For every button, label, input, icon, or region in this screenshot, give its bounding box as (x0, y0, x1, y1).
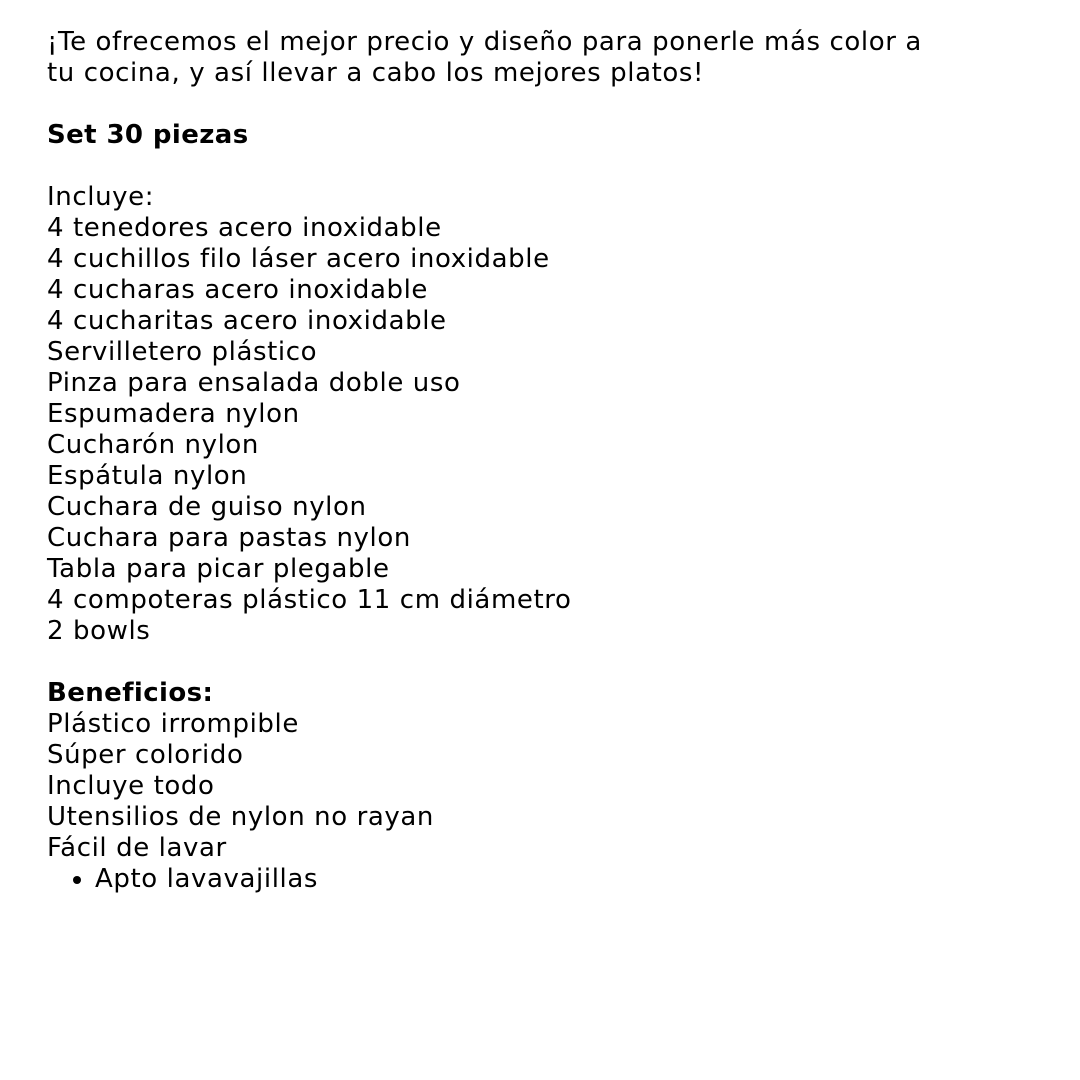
spacer (47, 89, 1037, 120)
includes-item: Espátula nylon (47, 461, 248, 491)
includes-item: 4 cuchillos filo láser acero inoxidable (47, 244, 550, 274)
intro-line-1: ¡Te ofrecemos el mejor precio y diseño para ponerle más color a (47, 27, 922, 57)
benefits-heading: Beneficios: (47, 678, 214, 708)
benefit-bullet-text: Apto lavavajillas (95, 864, 319, 894)
includes-item: Espumadera nylon (47, 399, 300, 429)
benefit-item: Plástico irrompible (47, 709, 299, 739)
includes-item: Pinza para ensalada doble uso (47, 368, 461, 398)
includes-item: 2 bowls (47, 616, 151, 646)
set-title: Set 30 piezas (47, 120, 249, 150)
includes-item: 4 compoteras plástico 11 cm diámetro (47, 585, 572, 615)
list-item (95, 864, 1037, 895)
includes-item: Tabla para picar plegable (47, 554, 390, 584)
benefit-item: Utensilios de nylon no rayan (47, 802, 435, 832)
spacer (47, 647, 1037, 678)
includes-item: 4 tenedores acero inoxidable (47, 213, 442, 243)
benefit-item: Fácil de lavar (47, 833, 227, 863)
benefits-section (47, 678, 1037, 895)
includes-item: Servilletero plástico (47, 337, 318, 367)
includes-section (47, 182, 1037, 647)
includes-item: 4 cucharitas acero inoxidable (47, 306, 447, 336)
product-description (47, 27, 1037, 895)
benefit-item: Súper colorido (47, 740, 244, 770)
benefit-item: Incluye todo (47, 771, 215, 801)
intro-line-2: tu cocina, y así llevar a cabo los mejores platos! (47, 58, 705, 88)
spacer (47, 151, 1037, 182)
includes-item: Cuchara para pastas nylon (47, 523, 411, 553)
bullet-icon (73, 876, 81, 884)
includes-item: Cuchara de guiso nylon (47, 492, 367, 522)
includes-item: 4 cucharas acero inoxidable (47, 275, 429, 305)
includes-heading: Incluye: (47, 182, 155, 212)
intro-text (47, 27, 1037, 89)
includes-item: Cucharón nylon (47, 430, 259, 460)
benefit-bullet-list (47, 864, 1037, 895)
